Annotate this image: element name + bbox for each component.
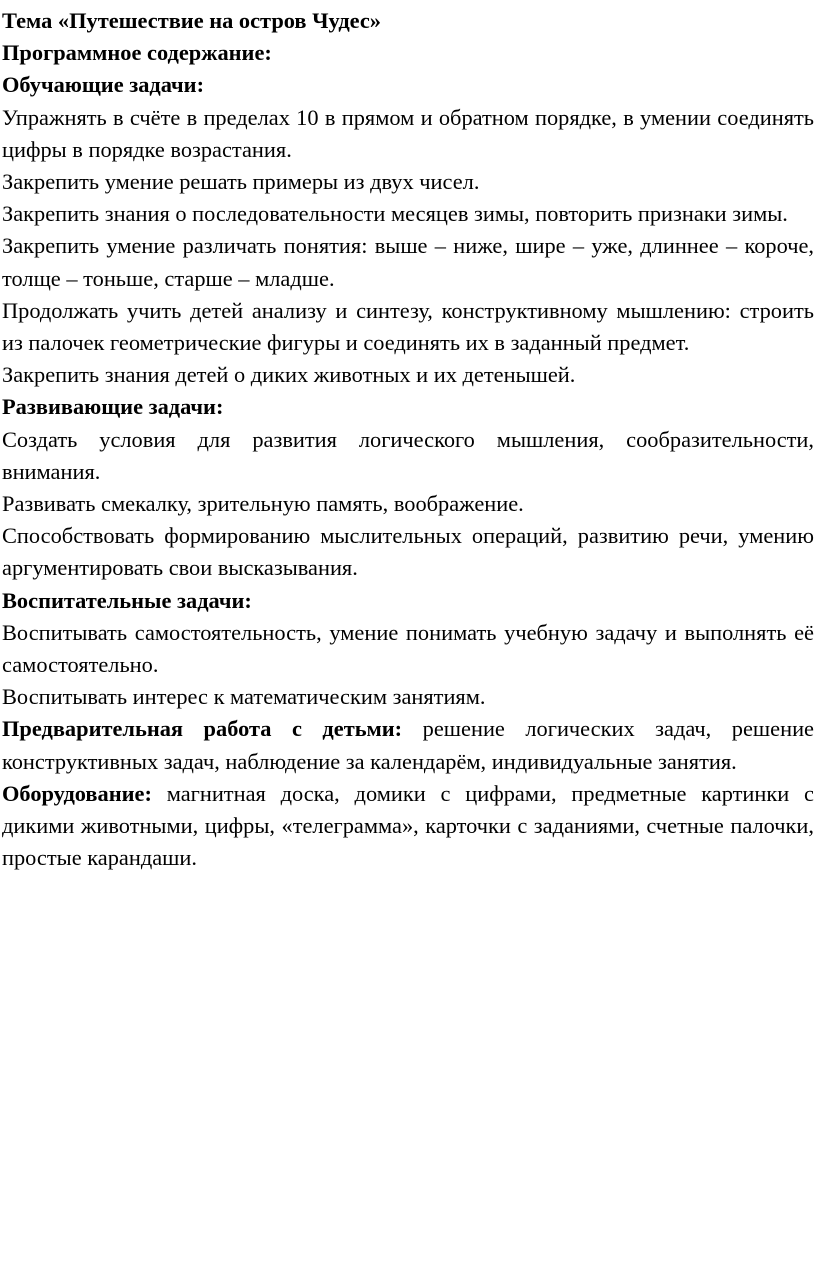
teaching-item: Закрепить знания о последовательности месяцев зимы, повторить признаки зимы. [2, 201, 788, 227]
teaching-item: Закрепить умение различать понятия: выше – ниже, шире – уже, длиннее – короче, толще – тоньше, старше – младше. [2, 233, 814, 291]
teaching-item: Упражнять в счёте в пределах 10 в прямом и обратном порядке, в умении соединять цифры в порядке возрастания. [2, 104, 814, 162]
teaching-heading: Обучающие задачи: [2, 72, 205, 98]
developing-heading: Развивающие задачи: [2, 394, 224, 420]
equipment-label: Оборудование: [2, 780, 152, 806]
equipment-paragraph [2, 778, 814, 875]
educational-item: Воспитывать интерес к математическим занятиям. [2, 684, 486, 710]
educational-heading: Воспитательные задачи: [2, 587, 252, 613]
teaching-item: Закрепить знания детей о диких животных и их детенышей. [2, 362, 576, 388]
program-heading: Программное содержание: [2, 40, 272, 66]
preliminary-work-text: решение логических задач, решение конструктивных задач, наблюдение за календарём, индивидуальные занятия. [2, 716, 814, 774]
equipment-text: магнитная доска, домики с цифрами, предметные картинки с дикими животными, цифры, «телеграмма», карточки с заданиями, счетные палочки, простые карандаши. [2, 780, 814, 871]
teaching-item: Продолжать учить детей анализу и синтезу, конструктивному мышлению: строить из палочек геометрические фигуры и соединять их в заданный предмет. [2, 297, 814, 356]
developing-item: Создать условия для развития логического мышления, сообразительности, внимания. [2, 426, 814, 484]
preliminary-work-label: Предварительная работа с детьми: [2, 716, 403, 742]
developing-item: Развивать смекалку, зрительную память, воображение. [2, 491, 524, 517]
teaching-item: Закрепить умение решать примеры из двух чисел. [2, 169, 480, 195]
document-title: Тема «Путешествие на остров Чудес» [2, 8, 381, 33]
preliminary-work-paragraph [2, 713, 814, 777]
developing-item: Способствовать формированию мыслительных операций, развитию речи, умению аргументировать свои высказывания. [2, 523, 814, 581]
educational-item: Воспитывать самостоятельность, умение понимать учебную задачу и выполнять её самостоятельно. [2, 619, 814, 678]
